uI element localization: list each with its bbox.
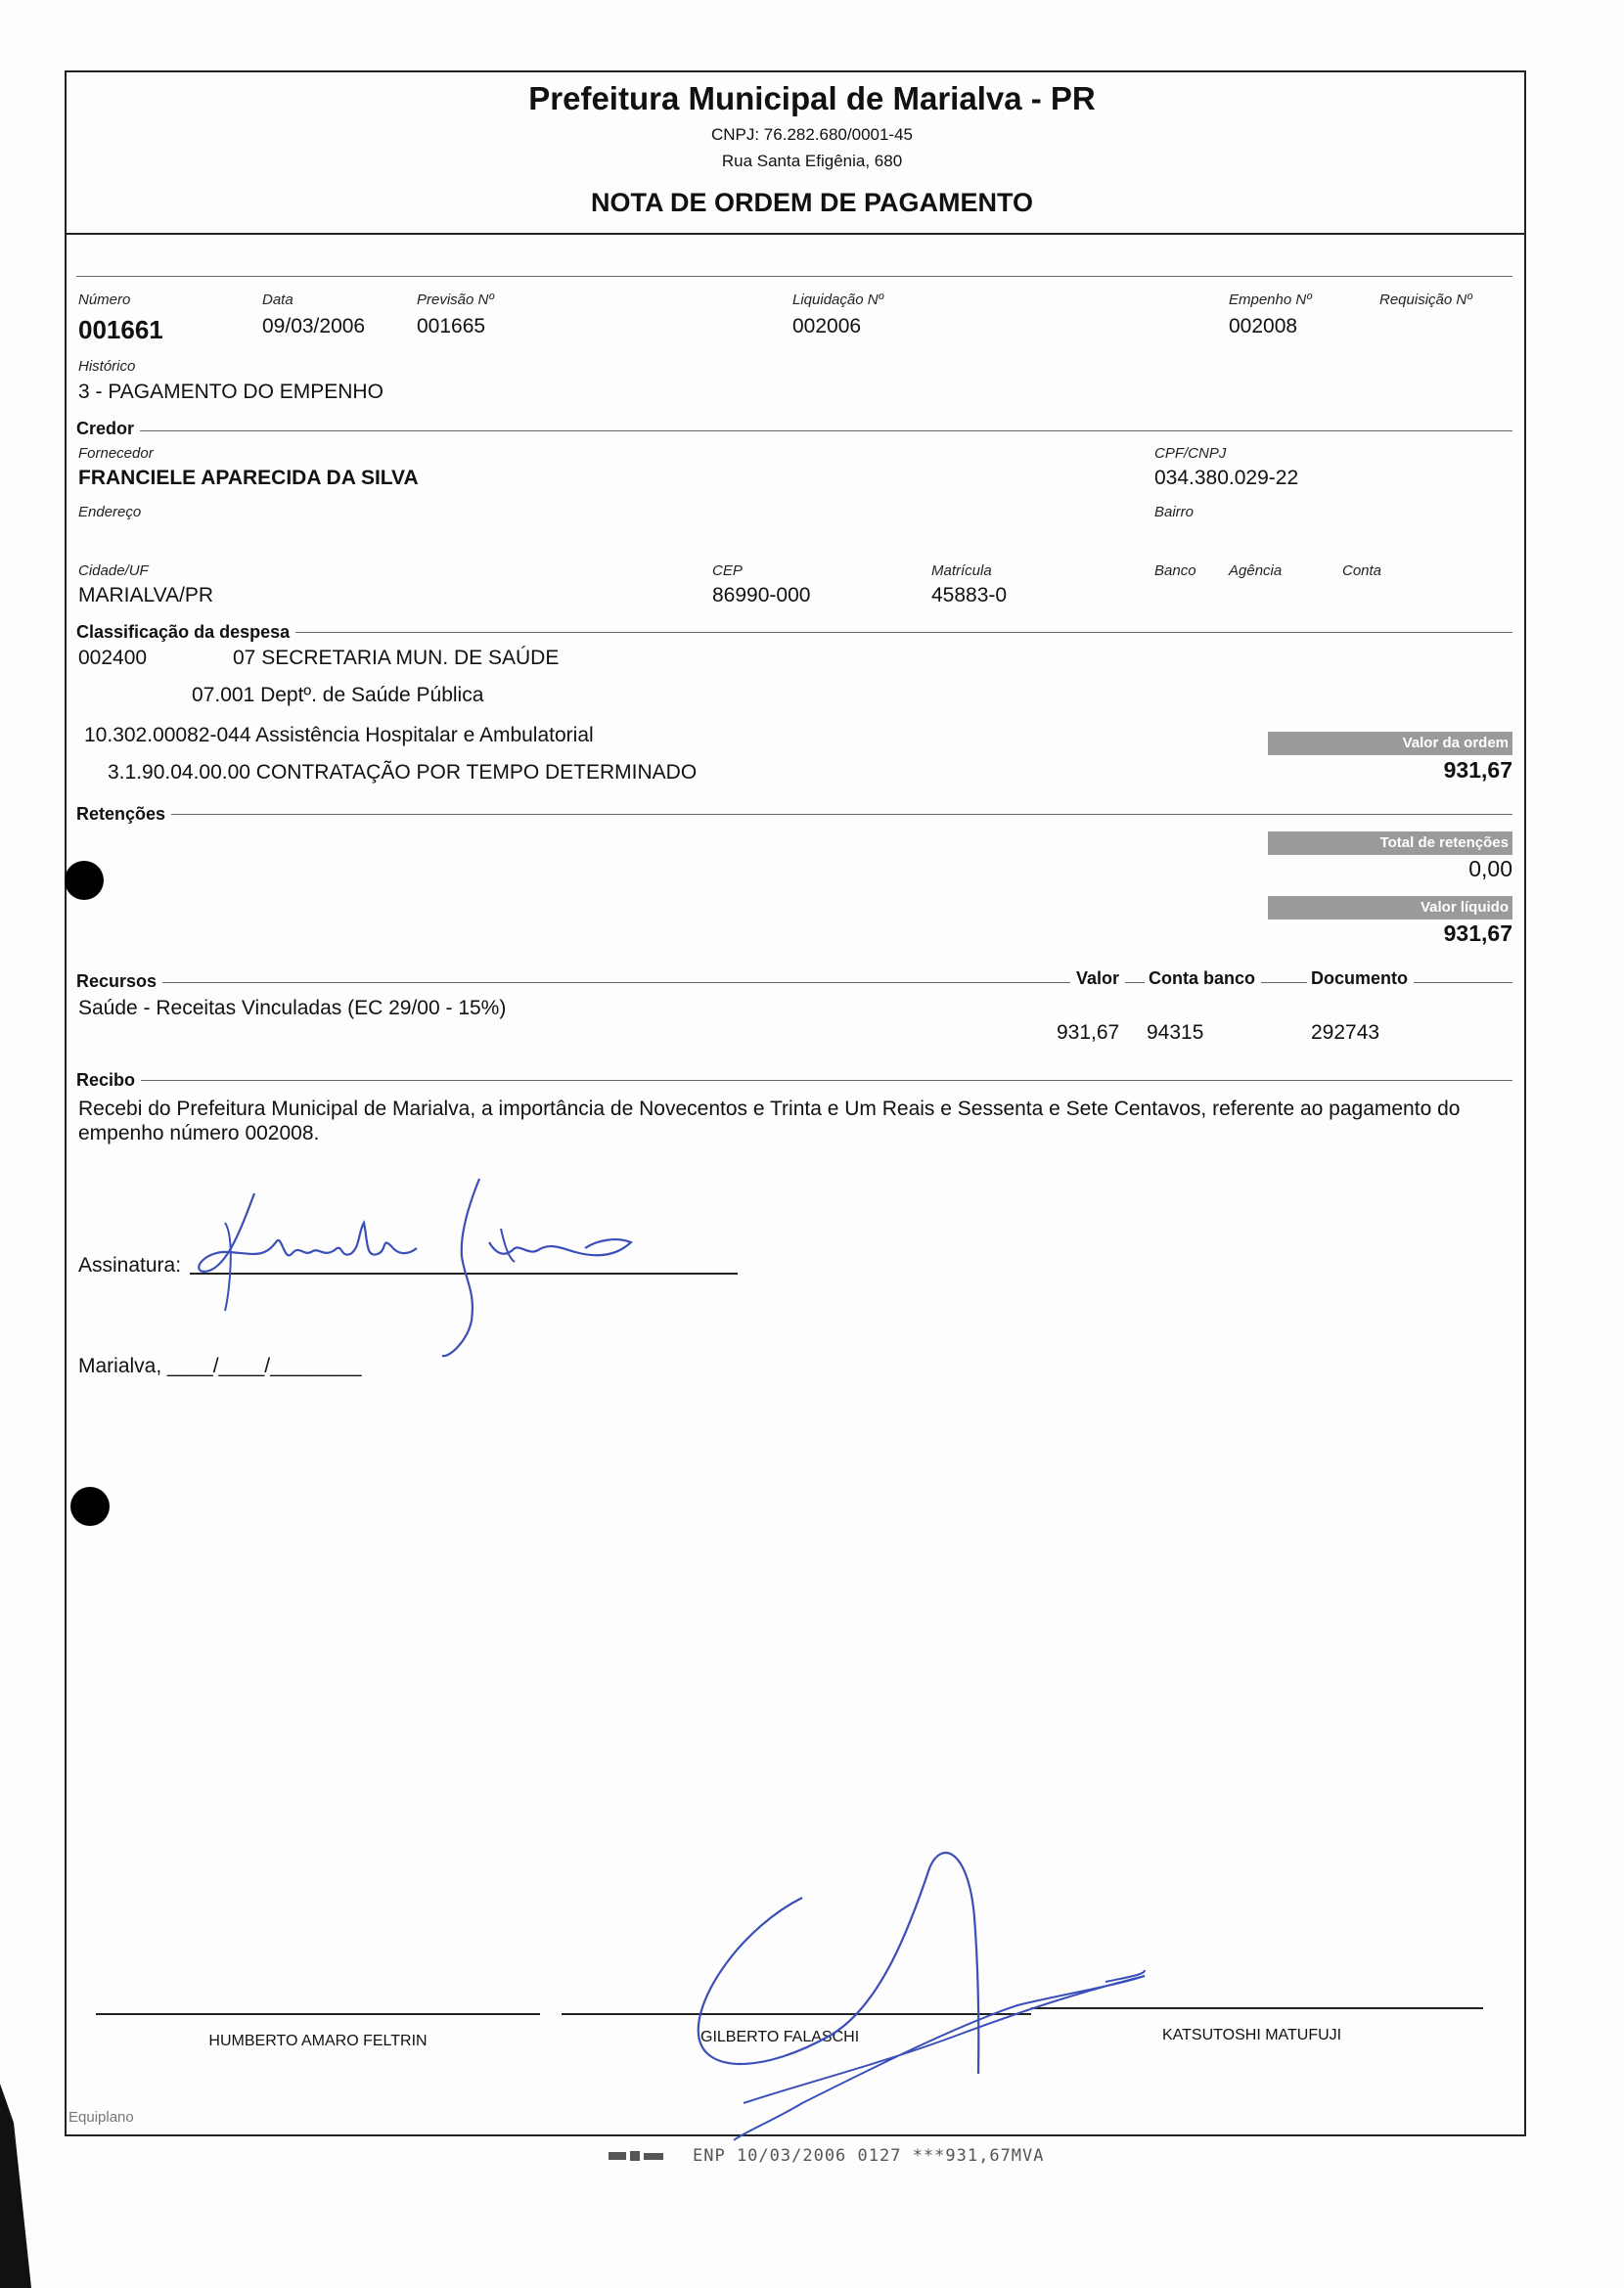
classificacao-line1: 07 SECRETARIA MUN. DE SAÚDE	[233, 647, 560, 669]
classificacao-code: 002400	[78, 647, 148, 669]
divider	[76, 814, 1512, 815]
retencoes-section-title: Retenções	[76, 804, 171, 825]
divider	[76, 1080, 1512, 1081]
classificacao-line3: 10.302.00082-044 Assistência Hospitalar e Ambulatorial	[84, 724, 594, 746]
total-retencoes-value: 0,00	[1468, 856, 1512, 881]
cep-value: 86990-000	[712, 584, 811, 606]
recibo-section-title: Recibo	[76, 1070, 141, 1091]
org-address: Rua Santa Efigênia, 680	[721, 152, 903, 170]
classificacao-line4: 3.1.90.04.00.00 CONTRATAÇÃO POR TEMPO DETERMINADO	[108, 761, 698, 784]
numero-value: 001661	[78, 315, 163, 344]
fornecedor-label: Fornecedor	[78, 445, 154, 462]
recursos-valor-header: Valor	[1070, 968, 1125, 989]
cep-label: CEP	[712, 562, 743, 579]
local-date: Marialva, ____/____/________	[78, 1355, 362, 1377]
valor-ordem-label: Valor da ordem	[1268, 732, 1512, 755]
signatory-name-3: KATSUTOSHI MATUFUJI	[1162, 2027, 1342, 2043]
recursos-conta: 94315	[1147, 1021, 1204, 1044]
recursos-conta-header: Conta banco	[1145, 968, 1261, 989]
previsao-value: 001665	[417, 315, 486, 337]
valor-liquido-label: Valor líquido	[1268, 896, 1512, 920]
valor-liquido-value: 931,67	[1443, 920, 1512, 946]
empenho-value: 002008	[1229, 315, 1298, 337]
processing-stamp: ENP 10/03/2006 0127 ***931,67MVA	[693, 2146, 1045, 2166]
historico-label: Histórico	[78, 358, 136, 375]
punch-hole	[65, 861, 104, 900]
software-label: Equiplano	[68, 2109, 134, 2126]
recibo-text: Recebi do Prefeitura Municipal de Marialva, a importância de Novecentos e Trinta e Um Reais e Sessenta e Sete Centavos, referente ao pagamento do empenho número 002008.	[78, 1098, 1461, 1144]
assinatura-label: Assinatura:	[78, 1254, 182, 1277]
divider	[76, 982, 1512, 983]
recursos-valor: 931,67	[1057, 1021, 1120, 1044]
historico-value: 3 - PAGAMENTO DO EMPENHO	[78, 381, 383, 403]
endereco-label: Endereço	[78, 504, 142, 520]
recursos-documento-header: Documento	[1307, 968, 1414, 989]
official-signature	[685, 1839, 1154, 2162]
divider	[76, 430, 1512, 431]
credor-section-title: Credor	[76, 419, 140, 439]
requisicao-label: Requisição Nº	[1379, 292, 1472, 308]
stamp-mark	[609, 2149, 667, 2161]
recursos-section-title: Recursos	[76, 971, 162, 992]
bairro-label: Bairro	[1154, 504, 1195, 520]
org-title: Prefeitura Municipal de Marialva - PR	[528, 80, 1096, 116]
signatory-name-2: GILBERTO FALASCHI	[700, 2029, 860, 2045]
recursos-descricao: Saúde - Receitas Vinculadas (EC 29/00 - 15%)	[78, 997, 507, 1019]
cpf-value: 034.380.029-22	[1154, 467, 1299, 489]
fornecedor-value: FRANCIELE APARECIDA DA SILVA	[78, 467, 419, 489]
liquidacao-value: 002006	[792, 315, 862, 337]
valor-ordem-value: 931,67	[1443, 757, 1512, 783]
classificacao-section-title: Classificação da despesa	[76, 622, 295, 643]
liquidacao-label: Liquidação Nº	[792, 292, 884, 308]
cidade-label: Cidade/UF	[78, 562, 149, 579]
empenho-label: Empenho Nº	[1229, 292, 1312, 308]
org-cnpj: CNPJ: 76.282.680/0001-45	[710, 125, 914, 144]
data-label: Data	[262, 292, 293, 308]
document-title: NOTA DE ORDEM DE PAGAMENTO	[590, 188, 1033, 217]
total-retencoes-label: Total de retenções	[1268, 831, 1512, 855]
previsao-label: Previsão Nº	[417, 292, 494, 308]
cpf-label: CPF/CNPJ	[1154, 445, 1227, 462]
matricula-label: Matrícula	[931, 562, 992, 579]
classificacao-line2: 07.001 Deptº. de Saúde Pública	[192, 684, 484, 706]
punch-hole	[70, 1487, 110, 1526]
signatory-name-1: HUMBERTO AMARO FELTRIN	[208, 2033, 428, 2049]
conta-label: Conta	[1342, 562, 1382, 579]
signatory-line-1	[96, 2013, 540, 2015]
cidade-value: MARIALVA/PR	[78, 584, 214, 606]
recursos-documento: 292743	[1311, 1021, 1380, 1044]
header-separator	[65, 233, 1526, 235]
data-value: 09/03/2006	[262, 315, 366, 337]
recipient-signature	[186, 1164, 695, 1369]
matricula-value: 45883-0	[931, 584, 1008, 606]
numero-label: Número	[78, 292, 131, 308]
scan-edge-shadow	[0, 2084, 39, 2288]
banco-label: Banco	[1154, 562, 1196, 579]
agencia-label: Agência	[1229, 562, 1283, 579]
divider	[76, 276, 1512, 277]
